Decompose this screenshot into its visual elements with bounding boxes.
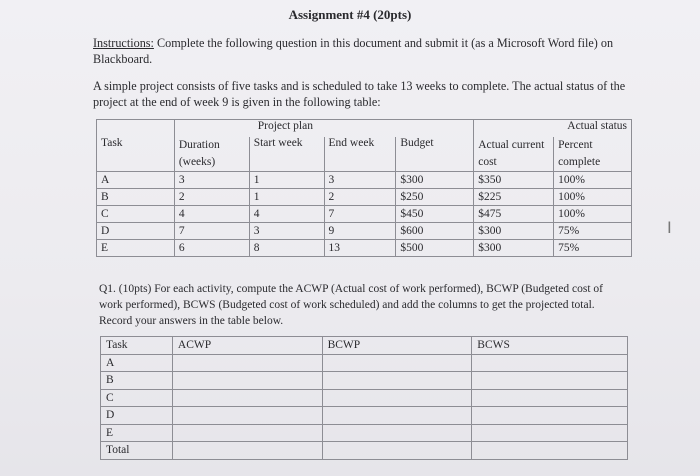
group-header-row xyxy=(97,120,632,138)
cell-start: 8 xyxy=(249,240,324,257)
answer-input-cell[interactable] xyxy=(172,424,322,442)
cell-budget: $450 xyxy=(396,206,474,223)
cell-duration: 7 xyxy=(174,223,249,240)
cell-start: 1 xyxy=(249,172,324,189)
answer-row xyxy=(101,372,628,390)
answer-row xyxy=(101,424,628,442)
answer-input-cell[interactable] xyxy=(172,407,322,425)
col-budget: Budget xyxy=(396,137,474,172)
answer-row xyxy=(101,389,628,407)
answer-task-label: A xyxy=(101,354,173,372)
answer-col-header: BCWP xyxy=(322,337,472,355)
answer-input-cell[interactable] xyxy=(472,354,628,372)
cell-start: 3 xyxy=(249,223,324,240)
cell-actual: $225 xyxy=(474,189,554,206)
table-row xyxy=(97,189,632,206)
cell-budget: $600 xyxy=(396,223,474,240)
answer-input-cell[interactable] xyxy=(472,442,628,460)
question-1: Q1. (10pts) For each activity, compute the ACWP (Actual cost of work performed), BCWP (Budgeted cost of work performed), BCWS (Budgeted cost of work scheduled) and add the columns to get the projected total. Record your answers in the table below. xyxy=(99,283,603,327)
answer-task-label: Total xyxy=(101,442,173,460)
cell-actual: $300 xyxy=(474,223,554,240)
cell-task: E xyxy=(97,240,175,257)
cell-end: 3 xyxy=(324,172,396,189)
answer-table xyxy=(100,336,628,460)
cell-start: 1 xyxy=(249,189,324,206)
cell-start: 4 xyxy=(249,206,324,223)
answer-input-cell[interactable] xyxy=(472,424,628,442)
cell-percent: 100% xyxy=(554,189,632,206)
answer-input-cell[interactable] xyxy=(322,354,472,372)
answer-input-cell[interactable] xyxy=(322,389,472,407)
cell-percent: 100% xyxy=(554,206,632,223)
cell-end: 9 xyxy=(324,223,396,240)
answer-input-cell[interactable] xyxy=(322,407,472,425)
text-cursor-icon: I xyxy=(667,218,672,237)
cell-end: 2 xyxy=(324,189,396,206)
answer-input-cell[interactable] xyxy=(472,407,628,425)
cell-end: 13 xyxy=(324,240,396,257)
col-duration: Duration (weeks) xyxy=(174,137,249,172)
answer-row xyxy=(101,442,628,460)
answer-col-header: ACWP xyxy=(172,337,322,355)
project-status-table xyxy=(96,119,632,257)
answer-task-label: D xyxy=(101,407,173,425)
cell-duration: 3 xyxy=(174,172,249,189)
cell-percent: 75% xyxy=(554,240,632,257)
cell-percent: 75% xyxy=(554,223,632,240)
answer-task-label: B xyxy=(101,372,173,390)
col-actual-cost: Actual current cost xyxy=(474,137,554,172)
col-end-week: End week xyxy=(324,137,396,172)
col-task: Task xyxy=(97,137,175,172)
instructions-paragraph xyxy=(93,35,633,67)
actual-status-header: Actual status xyxy=(474,120,632,138)
project-plan-header: Project plan xyxy=(174,120,396,138)
table-row xyxy=(97,206,632,223)
cell-duration: 2 xyxy=(174,189,249,206)
answer-header-row xyxy=(101,337,628,355)
cell-actual: $300 xyxy=(474,240,554,257)
header-cell xyxy=(396,120,474,138)
cell-actual: $350 xyxy=(474,172,554,189)
cell-duration: 4 xyxy=(174,206,249,223)
cell-end: 7 xyxy=(324,206,396,223)
col-start-week: Start week xyxy=(249,137,324,172)
answer-input-cell[interactable] xyxy=(322,442,472,460)
cell-budget: $250 xyxy=(396,189,474,206)
table-row xyxy=(97,172,632,189)
cell-task: D xyxy=(97,223,175,240)
cell-task: A xyxy=(97,172,175,189)
cell-task: C xyxy=(97,206,175,223)
col-percent-complete: Percent complete xyxy=(554,137,632,172)
answer-input-cell[interactable] xyxy=(172,389,322,407)
answer-col-header: BCWS xyxy=(472,337,628,355)
answer-input-cell[interactable] xyxy=(322,372,472,390)
answer-row xyxy=(101,354,628,372)
answer-input-cell[interactable] xyxy=(172,442,322,460)
answer-input-cell[interactable] xyxy=(472,372,628,390)
cell-actual: $475 xyxy=(474,206,554,223)
cell-task: B xyxy=(97,189,175,206)
answer-input-cell[interactable] xyxy=(322,424,472,442)
answer-col-header: Task xyxy=(101,337,173,355)
answer-input-cell[interactable] xyxy=(472,389,628,407)
answer-input-cell[interactable] xyxy=(172,372,322,390)
answer-input-cell[interactable] xyxy=(172,354,322,372)
page-title: Assignment #4 (20pts) xyxy=(288,7,412,22)
cell-budget: $500 xyxy=(396,240,474,257)
cell-percent: 100% xyxy=(554,172,632,189)
table-row xyxy=(97,223,632,240)
intro-paragraph: A simple project consists of five tasks and is scheduled to take 13 weeks to complete. The actual status of the project at the end of week 9 is given in the following table: xyxy=(93,79,626,109)
header-cell xyxy=(97,120,175,138)
answer-row xyxy=(101,407,628,425)
answer-task-label: C xyxy=(101,389,173,407)
column-header-row xyxy=(97,137,632,172)
cell-duration: 6 xyxy=(174,240,249,257)
instructions-text: Complete the following question in this document and submit it (as a Microsoft Word file) on Blackboard. xyxy=(93,36,614,66)
answer-task-label: E xyxy=(101,424,173,442)
cell-budget: $300 xyxy=(396,172,474,189)
instructions-label: Instructions: xyxy=(93,36,154,50)
table-row xyxy=(97,240,632,257)
